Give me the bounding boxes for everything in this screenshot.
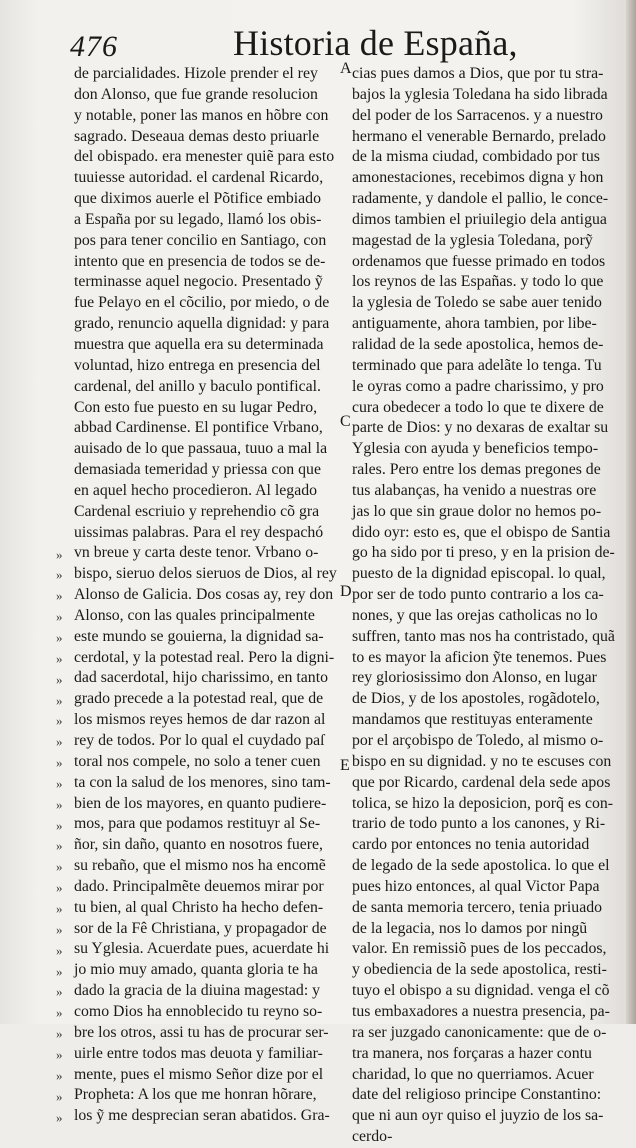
- right-column-line: por ser de todo punto contrario a los ca-: [352, 586, 604, 604]
- quote-marker: »: [56, 901, 63, 916]
- page-header: [0, 18, 636, 66]
- right-column-line: jas lo que sin graue dolor no hemos po-: [352, 502, 602, 520]
- left-column-line: como Dios ha ennoblecido tu reyno so-: [74, 1002, 323, 1020]
- left-column-line: mente, pues el mismo Señor dize por el: [74, 1065, 324, 1083]
- quote-marker: »: [56, 629, 63, 645]
- right-column-line: radamente, y dandole el pallio, le conce-: [352, 190, 609, 208]
- left-column-line: su rebaño, que el mismo nos ha encomẽ: [74, 857, 326, 875]
- right-column-line: parte de Dios: y no dexaras de exaltar su: [352, 419, 609, 437]
- left-column-line: auisado de lo que passaua, tuuo a mal la: [74, 440, 328, 458]
- quote-marker: »: [56, 588, 63, 604]
- quote-marker: »: [56, 1005, 63, 1021]
- left-column-line: abbad Cardinense. El pontifice Vrbano,: [74, 419, 323, 437]
- quote-marker: »: [56, 546, 63, 562]
- quote-marker: »: [56, 671, 63, 687]
- left-column-line: grado precede a la potestad real, que de: [74, 690, 324, 708]
- left-column-line: los ỹ me desprecian seran abatidos. Gra-: [74, 1107, 330, 1125]
- right-column-line: del poder de los Sarracenos. y a nuestro: [352, 106, 603, 124]
- left-column-line: cardenal, del anillo y baculo pontifical.: [74, 377, 321, 395]
- left-column-line: uissimas palabras. Para el rey despachó: [74, 523, 324, 541]
- left-column-line: bre los otros, assi tu has de procurar ser-: [74, 1023, 329, 1041]
- left-column-line: y notable, poner las manos en hõbre con: [74, 106, 329, 124]
- left-column-line: fue Pelayo en el cõcilio, por miedo, o de: [74, 294, 330, 312]
- left-column-line: a España por su legado, llamó los obis-: [74, 210, 322, 228]
- left-column-line: don Alonso, que fue grande resolucion: [74, 85, 318, 103]
- left-column-line: bispo, sieruo delos sieruos de Dios, al rey: [74, 565, 337, 583]
- right-column-line: bajos la yglesia Toledana ha sido librada: [352, 85, 608, 103]
- left-column-line: Alonso de Galicia. Dos cosas ay, rey don: [74, 586, 334, 604]
- right-column-line: dimos tambien el priuilegio dela antigua: [352, 210, 607, 228]
- right-column-line: Yglesia con ayuda y beneficios tempo-: [352, 440, 599, 458]
- left-column-line: rey de todos. Por lo qual el cuydado paſ: [74, 732, 325, 749]
- left-column-line: Con esto fue puesto en su lugar Pedro,: [74, 398, 318, 416]
- left-column-line: terminasse aquel negocio. Presentado ỹ: [74, 273, 323, 291]
- right-column-line: trario de todo punto a los canones, y Ri-: [352, 815, 606, 833]
- left-column-line: uirle entre todos mas deuota y familiar-: [74, 1044, 323, 1062]
- left-text-column: [74, 64, 344, 1127]
- margin-letter-e: E: [340, 757, 350, 774]
- right-column-line: por el arçobispo de Toledo, al mismo o-: [352, 732, 604, 749]
- margin-letter-a: A: [340, 60, 352, 77]
- right-column-line: hermano el venerable Bernardo, prelado: [352, 127, 606, 145]
- left-column-line: intento que en presencia de todos se de-: [74, 252, 326, 270]
- left-column-line: Propheta: A los que me honran hõrare,: [74, 1086, 317, 1104]
- page-edge: [626, 0, 636, 1024]
- quote-marker: »: [56, 1046, 63, 1062]
- right-column-line: to es mayor la aficion ỹte tenemos. Pues: [352, 648, 607, 666]
- margin-letter-c: C: [340, 413, 351, 430]
- right-column-line: cias pues damos a Dios, que por tu stra-: [352, 65, 604, 82]
- right-column-line: nones, y que las orejas catholicas no lo: [352, 606, 598, 624]
- quote-marker: »: [56, 921, 63, 937]
- quote-marker: »: [56, 755, 63, 771]
- right-column-line: dido oyr: esto es, que el obispo de Santia: [352, 523, 611, 541]
- left-column-line: dado. Principalmẽte deuemos mirar por: [74, 877, 324, 895]
- left-column-line: de parcialidades. Hizole prender el rey: [74, 65, 318, 82]
- left-column-line: mos, para que podamos restituyr al Se-: [74, 815, 321, 833]
- left-column-line: bien de los mayores, en quanto pudiere-: [74, 794, 327, 812]
- left-column-line: vn breue y carta deste tenor. Vrbano o-: [74, 544, 319, 562]
- quote-marker: »: [56, 609, 63, 625]
- left-column-line: demasiada temeridad y priessa con que: [74, 461, 321, 479]
- right-column-line: pues hizo entonces, al qual Victor Papa: [352, 877, 600, 895]
- quote-marker: »: [56, 1109, 63, 1125]
- left-column-line: este mundo se gouierna, la dignidad sa-: [74, 627, 324, 645]
- quote-marker: »: [56, 734, 63, 750]
- left-column-line: del obispado. era menester quiẽ para esto: [74, 148, 335, 166]
- right-column-line: de legado de la sede apostolica. lo que el: [352, 857, 610, 875]
- left-column-line: sor de la Fê Christiana, y propagador de: [74, 919, 327, 937]
- right-column-line: valor. En remissiõ pues de los peccados,: [352, 940, 607, 958]
- right-column-line: charidad, lo que no querriamos. Acuer: [352, 1065, 594, 1083]
- left-column-line: cerdotal, y la potestad real. Pero la digni-: [74, 648, 335, 666]
- right-column-line: terminado que para adelãte lo tenga. Tu: [352, 356, 602, 374]
- left-column-line: Cardenal escriuio y reprehendio cõ gra: [74, 502, 320, 520]
- right-column-line: mandamos que restituyas enteramente: [352, 711, 593, 729]
- quote-marker: »: [56, 775, 63, 791]
- right-column-line: de santa memoria tercero, tenia priuado: [352, 898, 603, 916]
- quote-marker: »: [56, 1088, 63, 1104]
- right-column-line: tolica, se hizo la deposicion, porq̃ es con-: [352, 794, 614, 812]
- right-column-line: que por Ricardo, cardenal dela sede apos: [352, 773, 611, 791]
- margin-letter-d: D: [340, 583, 352, 600]
- left-column-line: jo mio muy amado, quanta gloria te ha: [74, 961, 318, 979]
- quote-marker: »: [56, 817, 63, 833]
- right-column-line: ralidad de la sede apostolica, hemos de-: [352, 335, 604, 353]
- left-column-line: dado la gracia de la diuina magestad: y: [74, 982, 321, 1000]
- quote-marker: »: [56, 838, 63, 854]
- right-column-line: antiguamente, ahora tambien, por libe-: [352, 315, 597, 333]
- left-column-line: en aquel hecho procedieron. Al legado: [74, 481, 318, 499]
- left-column-line: voluntad, hizo entrega en presencia del: [74, 356, 321, 374]
- right-column-line: tus alabanças, ha venido a nuestras ore: [352, 481, 597, 499]
- right-column-line: ordenamos que fuesse primado en todos: [352, 252, 606, 270]
- quote-marker: »: [56, 1067, 63, 1083]
- right-column-line: puesto de la dignidad episcopal. lo qual,: [352, 565, 606, 583]
- right-column-line: date del religioso principe Constantino:: [352, 1086, 602, 1104]
- left-column-line: toral nos compele, no solo a tener cuen: [74, 752, 321, 770]
- right-column-line: amonestaciones, recebimos digna y hon: [352, 169, 604, 187]
- right-column-line: tra manera, nos forçaras a hazer contu: [352, 1044, 592, 1062]
- left-column-line: los mismos reyes hemos de dar razon al: [74, 711, 326, 729]
- left-column-line: su Yglesia. Acuerdate pues, acuerdate hi: [74, 940, 330, 958]
- right-column-line: magestad de la yglesia Toledana, porỹ: [352, 231, 593, 249]
- right-column-line: cerdo-: [352, 1128, 393, 1146]
- right-column-line: cura obedecer a todo lo que te dixere de: [352, 398, 604, 416]
- quote-marker: »: [56, 880, 63, 896]
- right-column-line: que ni aun oyr quiso el juyzio de los sa-: [352, 1107, 604, 1125]
- right-column-line: cardo por entonces no tenia autoridad: [352, 836, 590, 854]
- left-column-line: dad sacerdotal, hijo charissimo, en tanto: [74, 669, 328, 687]
- left-column-line: pos para tener concilio en Santiago, con: [74, 231, 327, 249]
- right-column-line: la yglesia de Toledo se sabe auer tenido: [352, 294, 602, 312]
- left-column-line: que diximos auerle el Põtifice embiado: [74, 190, 321, 208]
- left-column-line: tuuiesse autoridad. el cardenal Ricardo,: [74, 169, 324, 187]
- page-number: 476: [70, 30, 118, 63]
- right-column-line: suffren, tanto mas nos ha contristado, quã: [352, 627, 615, 645]
- right-column-line: tus embaxadores a nuestra presencia, pa-: [352, 1002, 610, 1020]
- left-column-line: Alonso, con las quales principalmente: [74, 606, 315, 624]
- quote-marker: »: [56, 1026, 63, 1042]
- left-column-line: ta con la salud de los menores, sino tam-: [74, 773, 331, 791]
- quote-marker: »: [56, 650, 63, 666]
- right-column-line: le oyras como a padre charissimo, y pro: [352, 377, 604, 395]
- left-column-line: sagrado. Deseaua demas desto priuarle: [74, 127, 320, 145]
- left-column-line: ñor, sin daño, quanto en nosotros fuere,: [74, 836, 323, 854]
- right-column-line: ra ser juzgado canonicamente: que de o-: [352, 1023, 607, 1041]
- right-text-column: [352, 64, 616, 1148]
- right-column-line: rey gloriosissimo don Alonso, en lugar: [352, 669, 597, 687]
- left-column-line: grado, renuncio aquella dignidad: y para: [74, 315, 330, 333]
- quote-marker: »: [56, 942, 63, 958]
- right-column-line: bispo en su dignidad. y no te escuses con: [352, 752, 612, 770]
- right-column-line: y obediencia de la sede apostolica, resti-: [352, 961, 607, 979]
- right-column-line: de la legacia, nos lo damos por ningũ: [352, 919, 588, 937]
- quote-marker: »: [56, 692, 63, 708]
- right-column-line: tuyo el obispo a su dignidad. venga el cõ: [352, 982, 610, 1000]
- quote-marker: »: [56, 713, 63, 729]
- quote-marker: »: [56, 859, 63, 875]
- left-column-line: tu bien, al qual Christo ha hecho defen-: [74, 898, 324, 916]
- running-title: Historia de España,: [233, 23, 518, 63]
- quote-marker: »: [56, 984, 63, 1000]
- right-column-line: de la misma ciudad, combidado por tus: [352, 148, 600, 166]
- quote-marker: »: [56, 963, 63, 979]
- left-column-line: muestra que aquella era su determinada: [74, 335, 324, 353]
- right-column-line: go ha sido por ti preso, y en la prision de-: [352, 544, 615, 562]
- quote-marker: »: [56, 567, 63, 583]
- right-column-line: los reynos de las Españas. y todo lo que: [352, 273, 604, 291]
- quote-marker: »: [56, 796, 63, 812]
- right-column-line: rales. Pero entre los demas pregones de: [352, 461, 601, 479]
- right-column-line: de Dios, y de los apostoles, rogãdotelo,: [352, 690, 600, 708]
